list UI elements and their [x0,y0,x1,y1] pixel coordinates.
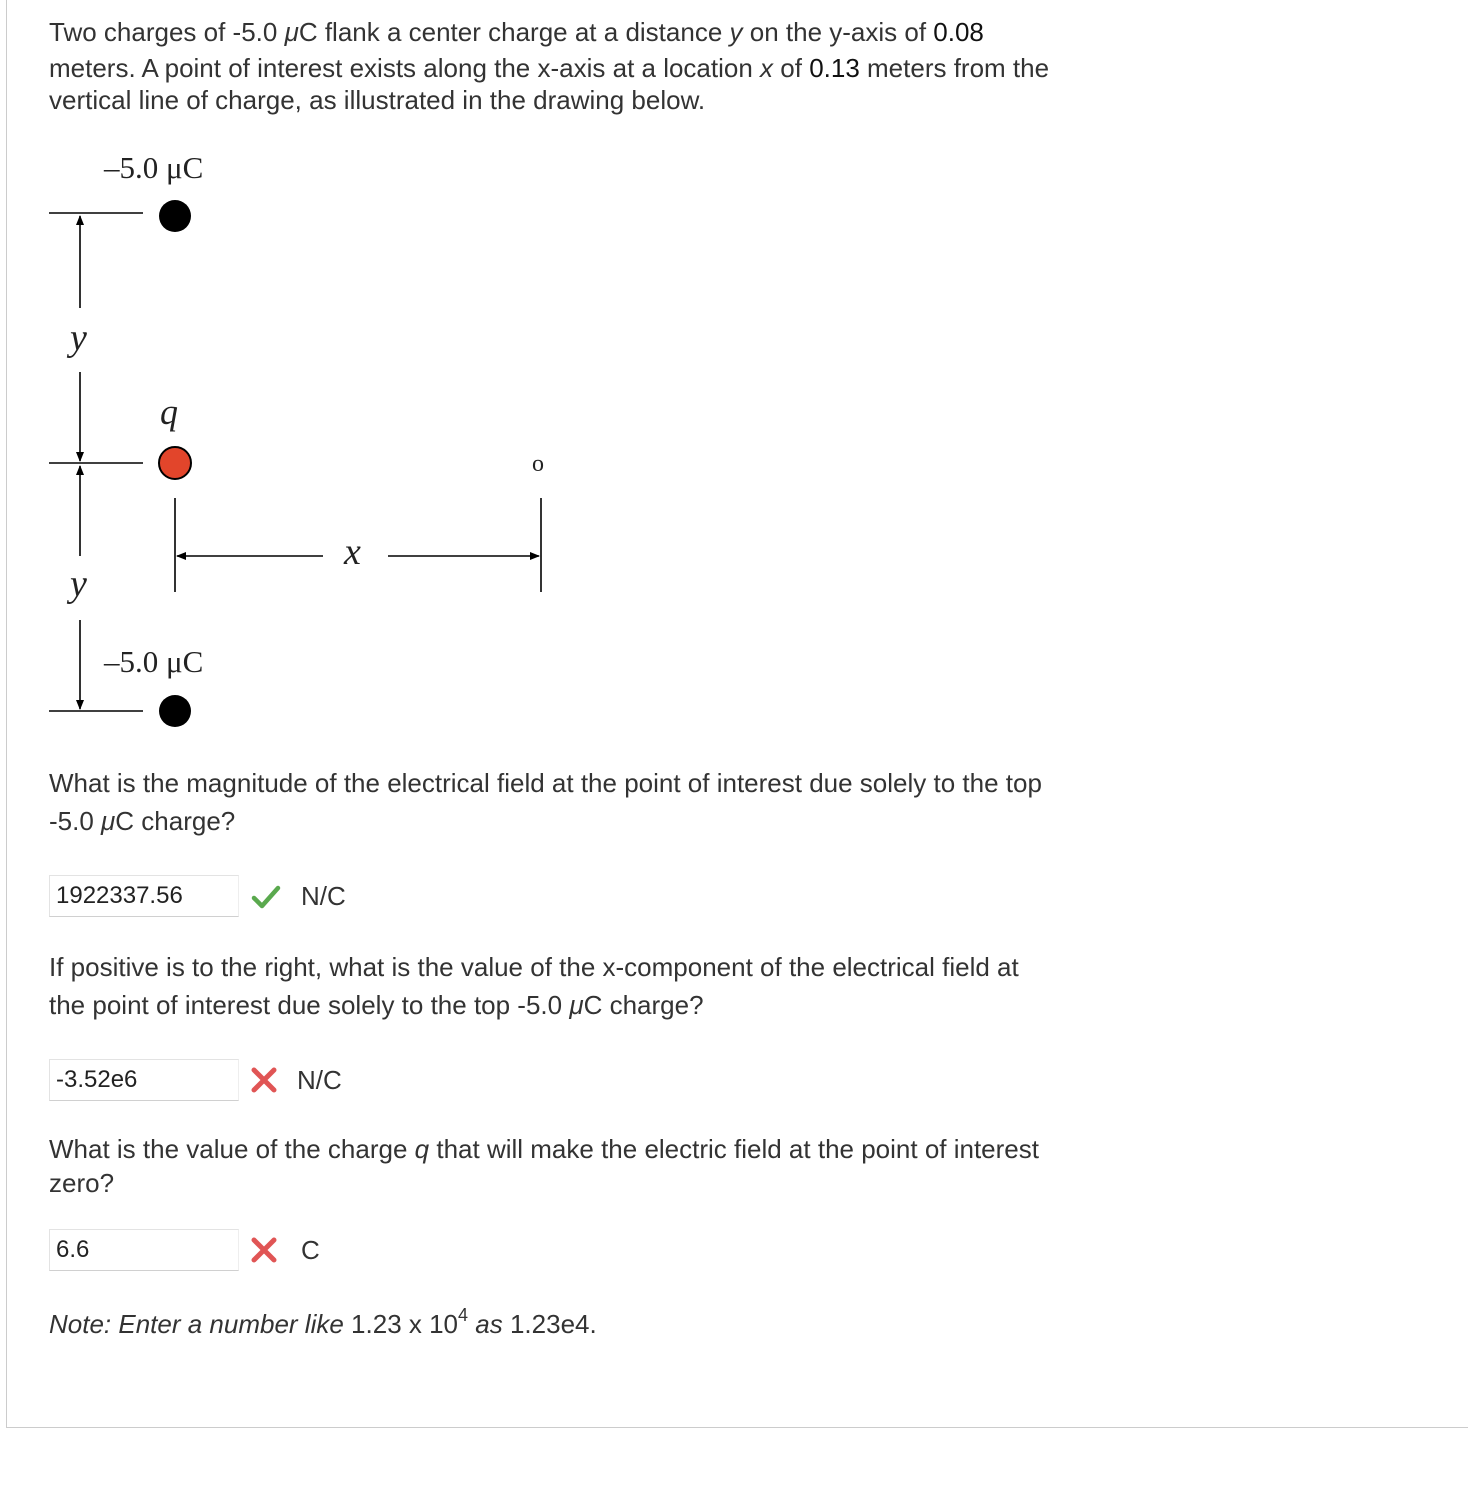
intro-text: meters from the [859,53,1050,83]
question-1-text: -5.0 [49,806,102,836]
mu-symbol: μ [284,17,299,47]
answer-2-unit: N/C [297,1064,342,1095]
note-text: Note: Enter a number like [49,1309,352,1339]
intro-text: Two charges of -5.0 [49,17,285,47]
charge-diagram [0,140,600,740]
center-charge-label: q [160,392,178,432]
top-charge [159,200,191,232]
note-example-value: 1.23e4. [509,1309,597,1339]
question-1-text: What is the magnitude of the electrical field at the point of interest due solely to the top [49,768,1042,798]
question-2 [49,948,1229,1024]
x-label: x [344,531,361,573]
upper-y-label: y [70,317,87,359]
top-charge-label: –5.0 μC [104,150,204,185]
intro-text: on the y-axis of [742,17,934,47]
answer-1-unit: N/C [301,880,346,911]
intro-text: C flank a center charge at a distance [298,17,730,47]
q-variable: q [414,1134,430,1164]
y-variable: y [729,17,743,47]
question-3-text: zero? [49,1168,115,1198]
answer-3-input[interactable] [49,1229,239,1271]
center-charge [159,447,191,479]
question-2-text: C charge? [583,990,704,1020]
question-3-text: What is the value of the charge [49,1134,415,1164]
x-value: 0.13 [809,53,860,83]
answer-row-2 [49,1058,342,1102]
lower-y-label: y [70,563,87,605]
problem-statement [49,14,1229,122]
bottom-charge-label: –5.0 μC [104,644,204,679]
intro-text: vertical line of charge, as illustrated in the drawing below. [49,85,706,115]
bottom-charge [159,695,191,727]
mu-symbol: μ [569,990,584,1020]
point-of-interest: o [532,451,544,477]
y-value: 0.08 [933,17,984,47]
intro-text: meters. A point of interest exists along the x-axis at a location [49,53,761,83]
x-variable: x [760,53,774,83]
answer-1-input[interactable] [49,875,239,917]
mu-symbol: μ [101,806,116,836]
note-example-exponent: 4 [458,1305,469,1325]
question-1-text: C charge? [115,806,236,836]
question-1 [49,764,1229,840]
note-example-base: 1.23 x 10 [351,1309,459,1339]
answer-row-1 [49,874,346,918]
question-3-text: that will make the electric field at the point of interest [429,1134,1039,1164]
answer-2-input[interactable] [49,1059,239,1101]
intro-text: of [773,53,810,83]
format-note [49,1306,597,1342]
question-3 [49,1132,1229,1200]
answer-3-unit: C [301,1234,320,1265]
question-2-text: the point of interest due solely to the top -5.0 [49,990,570,1020]
checkmark-icon [251,881,281,911]
answer-row-3 [49,1228,320,1272]
question-2-text: If positive is to the right, what is the value of the x-component of the electrical field at [49,952,1019,982]
cross-icon [249,1235,279,1265]
note-text: as [468,1309,510,1339]
cross-icon [249,1065,279,1095]
